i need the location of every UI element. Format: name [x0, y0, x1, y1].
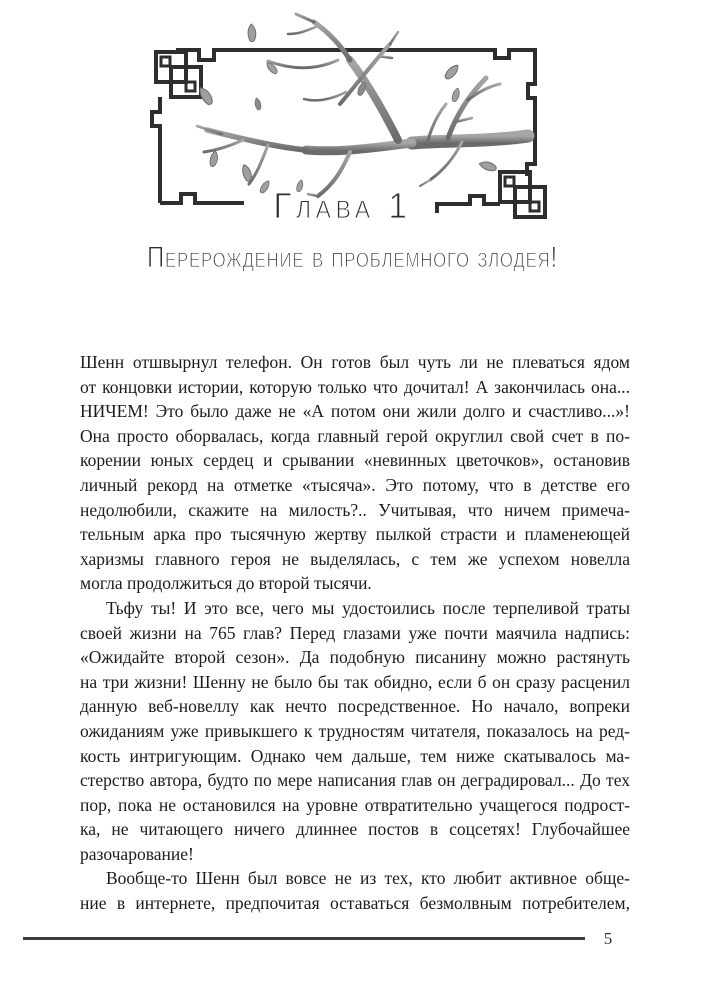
- paragraph: [80, 596, 630, 867]
- text-line: ожиданиям уже привыкшего к трудностям читателя, показалось на ред-: [80, 720, 630, 741]
- text-line: ние в интернете, предпочитая оставаться безмолвным потребителем,: [80, 893, 630, 914]
- text-line: НИЧЕМ! Это было даже не «А потом они жили долго и счастливо...»!: [80, 401, 630, 422]
- paragraph: [80, 350, 630, 596]
- text-line: ка, не читающего ничего длиннее постов в соцсетях! Глубочайшее: [80, 819, 630, 840]
- page-number: 5: [603, 929, 613, 948]
- text-line: стерство автора, будто по мере написания глав он деградировал... До тех: [80, 770, 630, 791]
- text-line: Шенн отшвырнул телефон. Он готов был чуть ли не плеваться ядом: [80, 352, 630, 372]
- paragraph: [80, 866, 630, 915]
- body-text: [80, 350, 630, 916]
- text-line: харизмы главного героя не выделялась, с тем же успехом новелла: [80, 548, 630, 569]
- text-line: «Ожидайте второй сезон». Да подобную писанину можно растянуть: [80, 647, 630, 668]
- chapter-title: Перерождение в проблемного злодея!: [146, 241, 559, 274]
- text-line: корении юных сердец и срывании «невинных цветочков», остановив: [80, 450, 630, 471]
- text-line: пор, пока не остановился на уровне отвратительно учащегося подрост-: [80, 794, 630, 815]
- text-line: своей жизни на 765 глав? Перед глазами уже почти маячила надпись:: [80, 622, 630, 643]
- text-line: Она просто оборвалась, когда главный герой округлил свой счет в по-: [80, 425, 630, 446]
- text-line: данную веб-новеллу как нечто посредственное. Но начало, вопреки: [80, 696, 630, 717]
- text-line: личный рекорд на отметке «тысяча». Это потому, что в детстве его: [80, 474, 630, 495]
- text-line: кость интригующим. Однако чем дальше, тем ниже скатывалось ма-: [80, 745, 630, 766]
- text-line: могла продолжиться до второй тысячи.: [80, 573, 372, 594]
- chapter-number: Глава 1: [273, 185, 412, 226]
- text-line: разочарование!: [80, 843, 194, 864]
- text-line: Тьфу ты! И это все, чего мы удостоились после терпеливой траты: [106, 597, 630, 618]
- text-line: на три жизни! Шенну не было бы так обидно, если б он сразу расценил: [80, 671, 630, 692]
- footer-divider: [23, 937, 585, 940]
- text-line: от концовки истории, которую только что дочитал! А закончилась она...: [80, 376, 630, 397]
- text-line: недолюбили, скажите на милость?.. Учитывая, что ничем примеча-: [80, 499, 630, 520]
- text-line: Вообще-то Шенн был вовсе не из тех, кто любит активное обще-: [106, 868, 630, 889]
- text-line: тельным арка про тысячную жертву пылкой страсти и пламенеющей: [80, 524, 630, 545]
